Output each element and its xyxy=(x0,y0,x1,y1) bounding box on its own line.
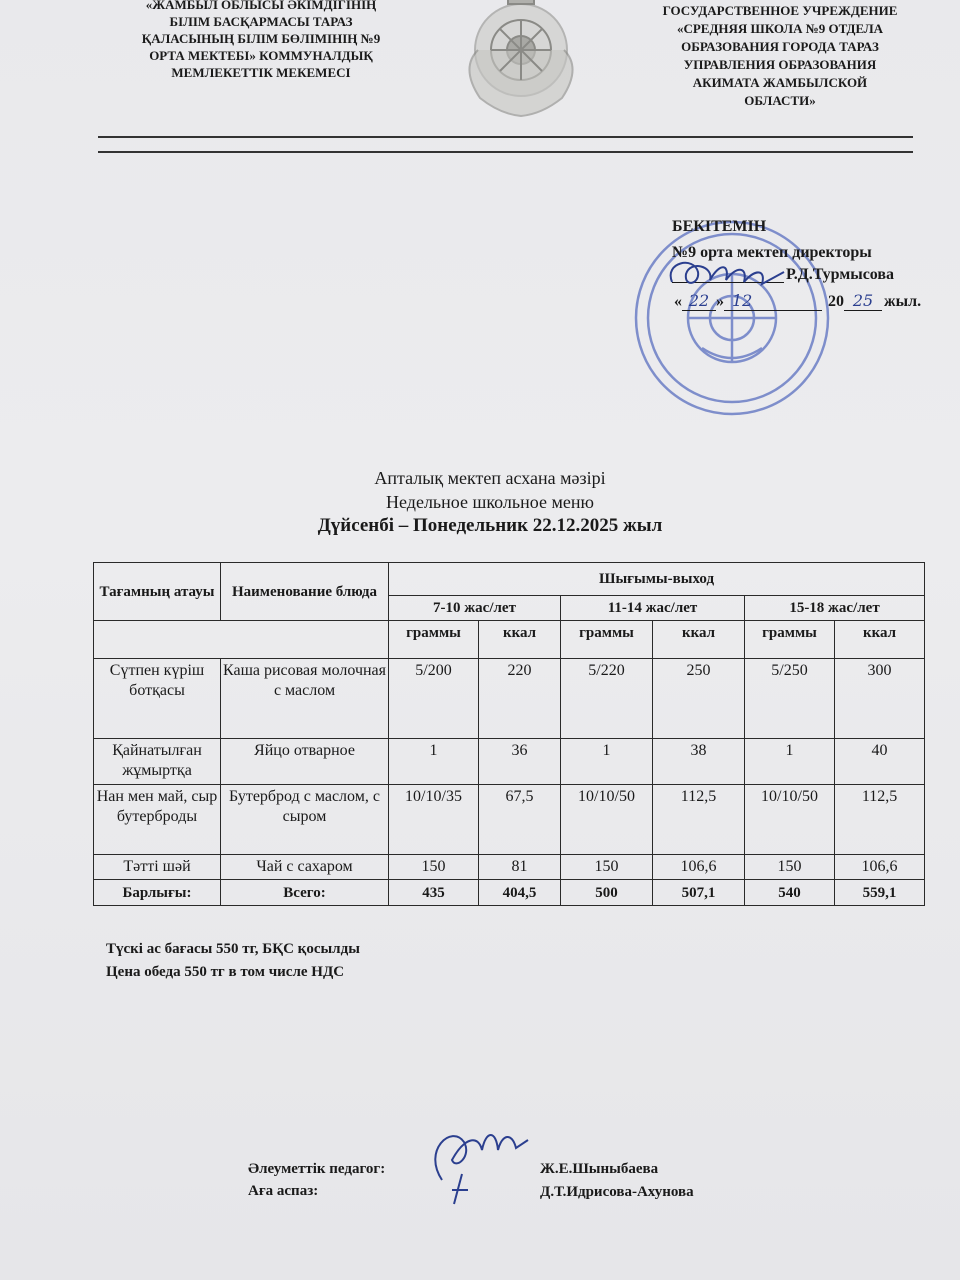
grams-7-10: 10/10/35 xyxy=(389,785,479,855)
dish-ru: Чай с сахаром xyxy=(221,855,389,880)
header-right-line: ОБЛАСТИ» xyxy=(744,93,816,108)
header-left-line: МЕМЛЕКЕТТІК МЕКЕМЕСІ xyxy=(171,65,351,80)
header-right-line: ОБРАЗОВАНИЯ ГОРОДА ТАРАЗ xyxy=(681,39,879,54)
kcal-11-14: 106,6 xyxy=(653,855,745,880)
unit-kcal: ккал xyxy=(653,621,745,659)
age-group-header: 7-10 жас/лет xyxy=(389,596,561,621)
total-kcal-15-18: 559,1 xyxy=(835,880,925,906)
approval-year-prefix: 20 xyxy=(828,293,844,310)
approval-year-suffix: 25 xyxy=(844,291,882,311)
header-right-org xyxy=(620,2,940,110)
pedagogue-signature xyxy=(412,1120,532,1208)
dish-kz: Қайнатылған жұмыртқа xyxy=(94,739,221,785)
total-kcal-7-10: 404,5 xyxy=(479,880,561,906)
dish-ru: Яйцо отварное xyxy=(221,739,389,785)
col-header-kz: Тағамның атауы xyxy=(94,563,221,621)
kcal-15-18: 106,6 xyxy=(835,855,925,880)
col-header-ru: Наименование блюда xyxy=(221,563,389,621)
approval-name: Р.Д.Турмысова xyxy=(786,266,895,283)
age-group-header: 15-18 жас/лет xyxy=(745,596,925,621)
kcal-7-10: 67,5 xyxy=(479,785,561,855)
grams-11-14: 150 xyxy=(561,855,653,880)
unit-empty-cell xyxy=(94,621,389,659)
grams-7-10: 5/200 xyxy=(389,659,479,739)
header-divider-bottom xyxy=(98,151,913,153)
kcal-7-10: 81 xyxy=(479,855,561,880)
approval-day: 22 xyxy=(682,291,716,311)
col-header-output: Шығымы-выход xyxy=(389,563,925,596)
unit-kcal: ккал xyxy=(835,621,925,659)
table-row xyxy=(94,855,925,880)
dish-kz: Тәтті шәй xyxy=(94,855,221,880)
header-right-line: АКИМАТА ЖАМБЫЛСКОЙ xyxy=(692,75,868,90)
grams-15-18: 5/250 xyxy=(745,659,835,739)
total-label-ru: Всего: xyxy=(221,880,389,906)
kcal-15-18: 300 xyxy=(835,659,925,739)
kcal-11-14: 250 xyxy=(653,659,745,739)
table-row xyxy=(94,785,925,855)
price-note xyxy=(106,938,360,984)
header-left-line: ҚАЛАСЫНЫҢ БІЛІМ БӨЛІМІНІҢ №9 xyxy=(141,31,381,46)
signature-labels xyxy=(248,1158,385,1202)
grams-11-14: 5/220 xyxy=(561,659,653,739)
total-grams-15-18: 540 xyxy=(745,880,835,906)
title-ru: Недельное школьное меню xyxy=(386,492,594,512)
header-right-line: УПРАВЛЕНИЯ ОБРАЗОВАНИЯ xyxy=(683,57,877,72)
state-emblem-icon xyxy=(450,0,592,122)
table-total-row xyxy=(94,880,925,906)
grams-15-18: 1 xyxy=(745,739,835,785)
kcal-15-18: 40 xyxy=(835,739,925,785)
title-day: Дүйсенбі – Понедельник 22.12.2025 жыл xyxy=(317,515,663,536)
header-divider-top xyxy=(98,136,913,138)
grams-7-10: 1 xyxy=(389,739,479,785)
grams-15-18: 150 xyxy=(745,855,835,880)
header-right-line: ГОСУДАРСТВЕННОЕ УЧРЕЖДЕНИЕ xyxy=(662,3,898,18)
table-unit-row xyxy=(94,621,925,659)
table-row xyxy=(94,659,925,739)
kcal-7-10: 220 xyxy=(479,659,561,739)
social-pedagogue-name: Ж.Е.Шыныбаева xyxy=(540,1161,659,1177)
total-kcal-11-14: 507,1 xyxy=(653,880,745,906)
total-grams-11-14: 500 xyxy=(561,880,653,906)
signature-names xyxy=(540,1158,694,1204)
total-grams-7-10: 435 xyxy=(389,880,479,906)
menu-table xyxy=(93,562,925,906)
approval-position: №9 орта мектеп директоры xyxy=(672,244,872,261)
unit-grams: граммы xyxy=(745,621,835,659)
price-note-kz: Түскі ас бағасы 550 тг, БҚС қосылды xyxy=(106,941,360,957)
dish-ru: Бутерброд с маслом, с сыром xyxy=(221,785,389,855)
kcal-7-10: 36 xyxy=(479,739,561,785)
dish-kz: Сүтпен күріш ботқасы xyxy=(94,659,221,739)
head-cook-name: Д.Т.Идрисова-Ахунова xyxy=(540,1184,694,1200)
social-pedagogue-label: Әлеуметтік педагог: xyxy=(248,1161,386,1177)
grams-11-14: 1 xyxy=(561,739,653,785)
date-quote-open: « xyxy=(674,293,682,310)
header-left-line: «ЖАМБЫЛ ОБЛЫСЫ ӘКІМДІГІНІҢ xyxy=(145,0,377,12)
header-left-line: БІЛІМ БАСҚАРМАСЫ ТАРАЗ xyxy=(169,14,353,29)
menu-title xyxy=(140,466,840,538)
header-right-line: «СРЕДНЯЯ ШКОЛА №9 ОТДЕЛА xyxy=(676,21,884,36)
total-label-kz: Барлығы: xyxy=(94,880,221,906)
table-row xyxy=(94,739,925,785)
kcal-11-14: 38 xyxy=(653,739,745,785)
title-kz: Апталық мектеп асхана мәзірі xyxy=(374,468,606,488)
grams-7-10: 150 xyxy=(389,855,479,880)
approval-month: 12 xyxy=(724,291,822,311)
grams-15-18: 10/10/50 xyxy=(745,785,835,855)
approval-year-word: жыл. xyxy=(884,293,922,310)
header-left-org xyxy=(96,0,426,81)
kcal-11-14: 112,5 xyxy=(653,785,745,855)
kcal-15-18: 112,5 xyxy=(835,785,925,855)
price-note-ru: Цена обеда 550 тг в том числе НДС xyxy=(106,964,345,980)
dish-kz: Нан мен май, сыр бутерброды xyxy=(94,785,221,855)
grams-11-14: 10/10/50 xyxy=(561,785,653,855)
table-header-row xyxy=(94,563,925,596)
unit-kcal: ккал xyxy=(479,621,561,659)
age-group-header: 11-14 жас/лет xyxy=(561,596,745,621)
director-signature xyxy=(664,252,794,298)
unit-grams: граммы xyxy=(561,621,653,659)
head-cook-label: Аға аспаз: xyxy=(248,1183,319,1199)
approval-heading: БЕКІТЕМІН xyxy=(672,218,767,235)
dish-ru: Каша рисовая молочная с маслом xyxy=(221,659,389,739)
date-quote-close: » xyxy=(716,293,724,310)
unit-grams: граммы xyxy=(389,621,479,659)
header-left-line: ОРТА МЕКТЕБІ» КОММУНАЛДЫҚ xyxy=(149,48,373,63)
